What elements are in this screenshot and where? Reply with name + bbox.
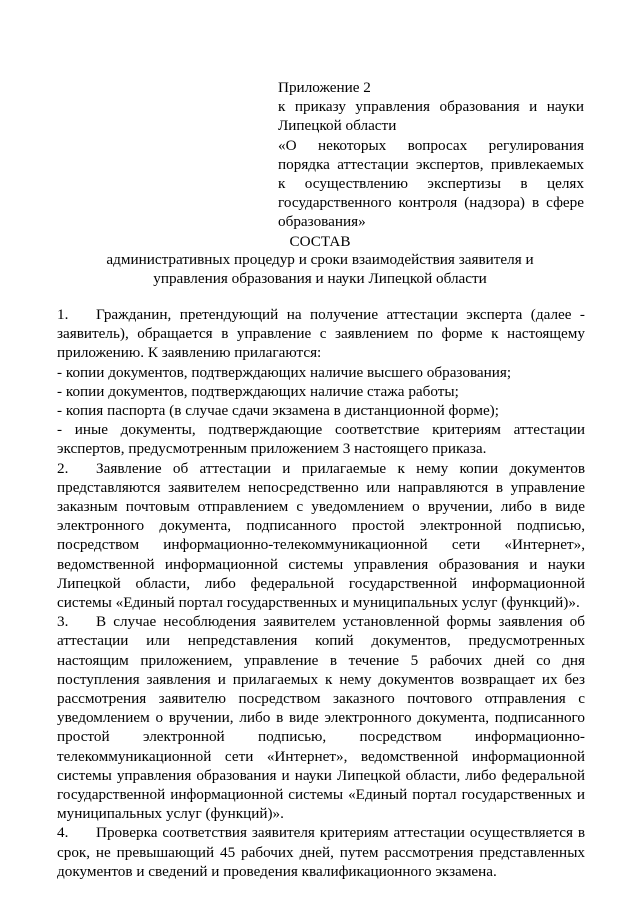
document-title: СОСТАВ	[289, 233, 351, 250]
list-item: - иные документы, подтверждающие соответствие критериям аттестации экспертов, предусмотренным приложением 3 настоящего приказа.	[57, 421, 585, 458]
appendix-order-text: к приказу управления образования и науки Липецкой области	[278, 98, 584, 135]
list-item: - копии документов, подтверждающих наличие высшего образования;	[57, 363, 512, 381]
list-item: - копии документов, подтверждающих наличие стажа работы;	[57, 382, 459, 400]
paragraph-number: 3.	[57, 613, 69, 631]
paragraph-number: 1.	[57, 306, 69, 323]
paragraph-1	[57, 305, 585, 363]
paragraph-text: Проверка соответствия заявителя критериям аттестации осуществляется в срок, не превышающий 45 рабочих дней, путем рассмотрения представленных документов и сведений и проведения квалификационного экзамена.	[57, 824, 585, 880]
appendix-label: Приложение 2	[278, 79, 371, 96]
paragraph-text: В случае несоблюдения заявителем установленной формы заявления об аттестации или непредставления копий документов, предусмотренных настоящим приложением, управление в течение 5 рабочих дней со дня поступления заявления и прилагаемых к нему документов возвращает их без рассмотрения заявителю посредством заказного почтового отправления с уведомлением о вручении, либо в виде электронного документа, подписанного простой электронной подписью, посредством информационно-телекоммуникационной сети «Интернет», ведомственной информационной системы управления образования и науки Липецкой области, либо федеральной государственной информационной системы «Единый портал государственных и муниципальных услуг (функций)».	[57, 613, 585, 823]
paragraph-number: 4.	[57, 824, 69, 842]
paragraph-2	[57, 459, 585, 613]
paragraph-text: Заявление об аттестации и прилагаемые к нему копии документов представляются заявителем непосредственно или направляются в управление заказным почтовым отправлением с уведомлением о вручении, либо в виде электронного документа, подписанного простой электронной подписью, посредством информационно-телекоммуникационной сети «Интернет», ведомственной информационной системы управления образования и науки Липецкой области, либо федеральной государственной информационной системы «Единый портал государственных и муниципальных услуг (функций)».	[57, 459, 585, 612]
paragraph-4	[57, 823, 585, 881]
appendix-header	[278, 78, 584, 232]
list-item: - копия паспорта (в случае сдачи экзамена в дистанционной форме);	[57, 402, 499, 420]
paragraph-3	[57, 612, 585, 823]
paragraph-text: Гражданин, претендующий на получение аттестации эксперта (далее - заявитель), обращается в управление с заявлением по форме к настоящему приложению. К заявлению прилагаются:	[57, 306, 585, 362]
appendix-order-title: «О некоторых вопросах регулирования порядка аттестации экспертов, привлекаемых к осуществлению экспертизы в целях государственного контроля (надзора) в сфере образования»	[278, 136, 584, 231]
document-subtitle: административных процедур и сроки взаимодействия заявителя и управления образования и науки Липецкой области	[106, 251, 534, 288]
paragraph-number: 2.	[57, 459, 69, 477]
document-body	[57, 305, 585, 881]
